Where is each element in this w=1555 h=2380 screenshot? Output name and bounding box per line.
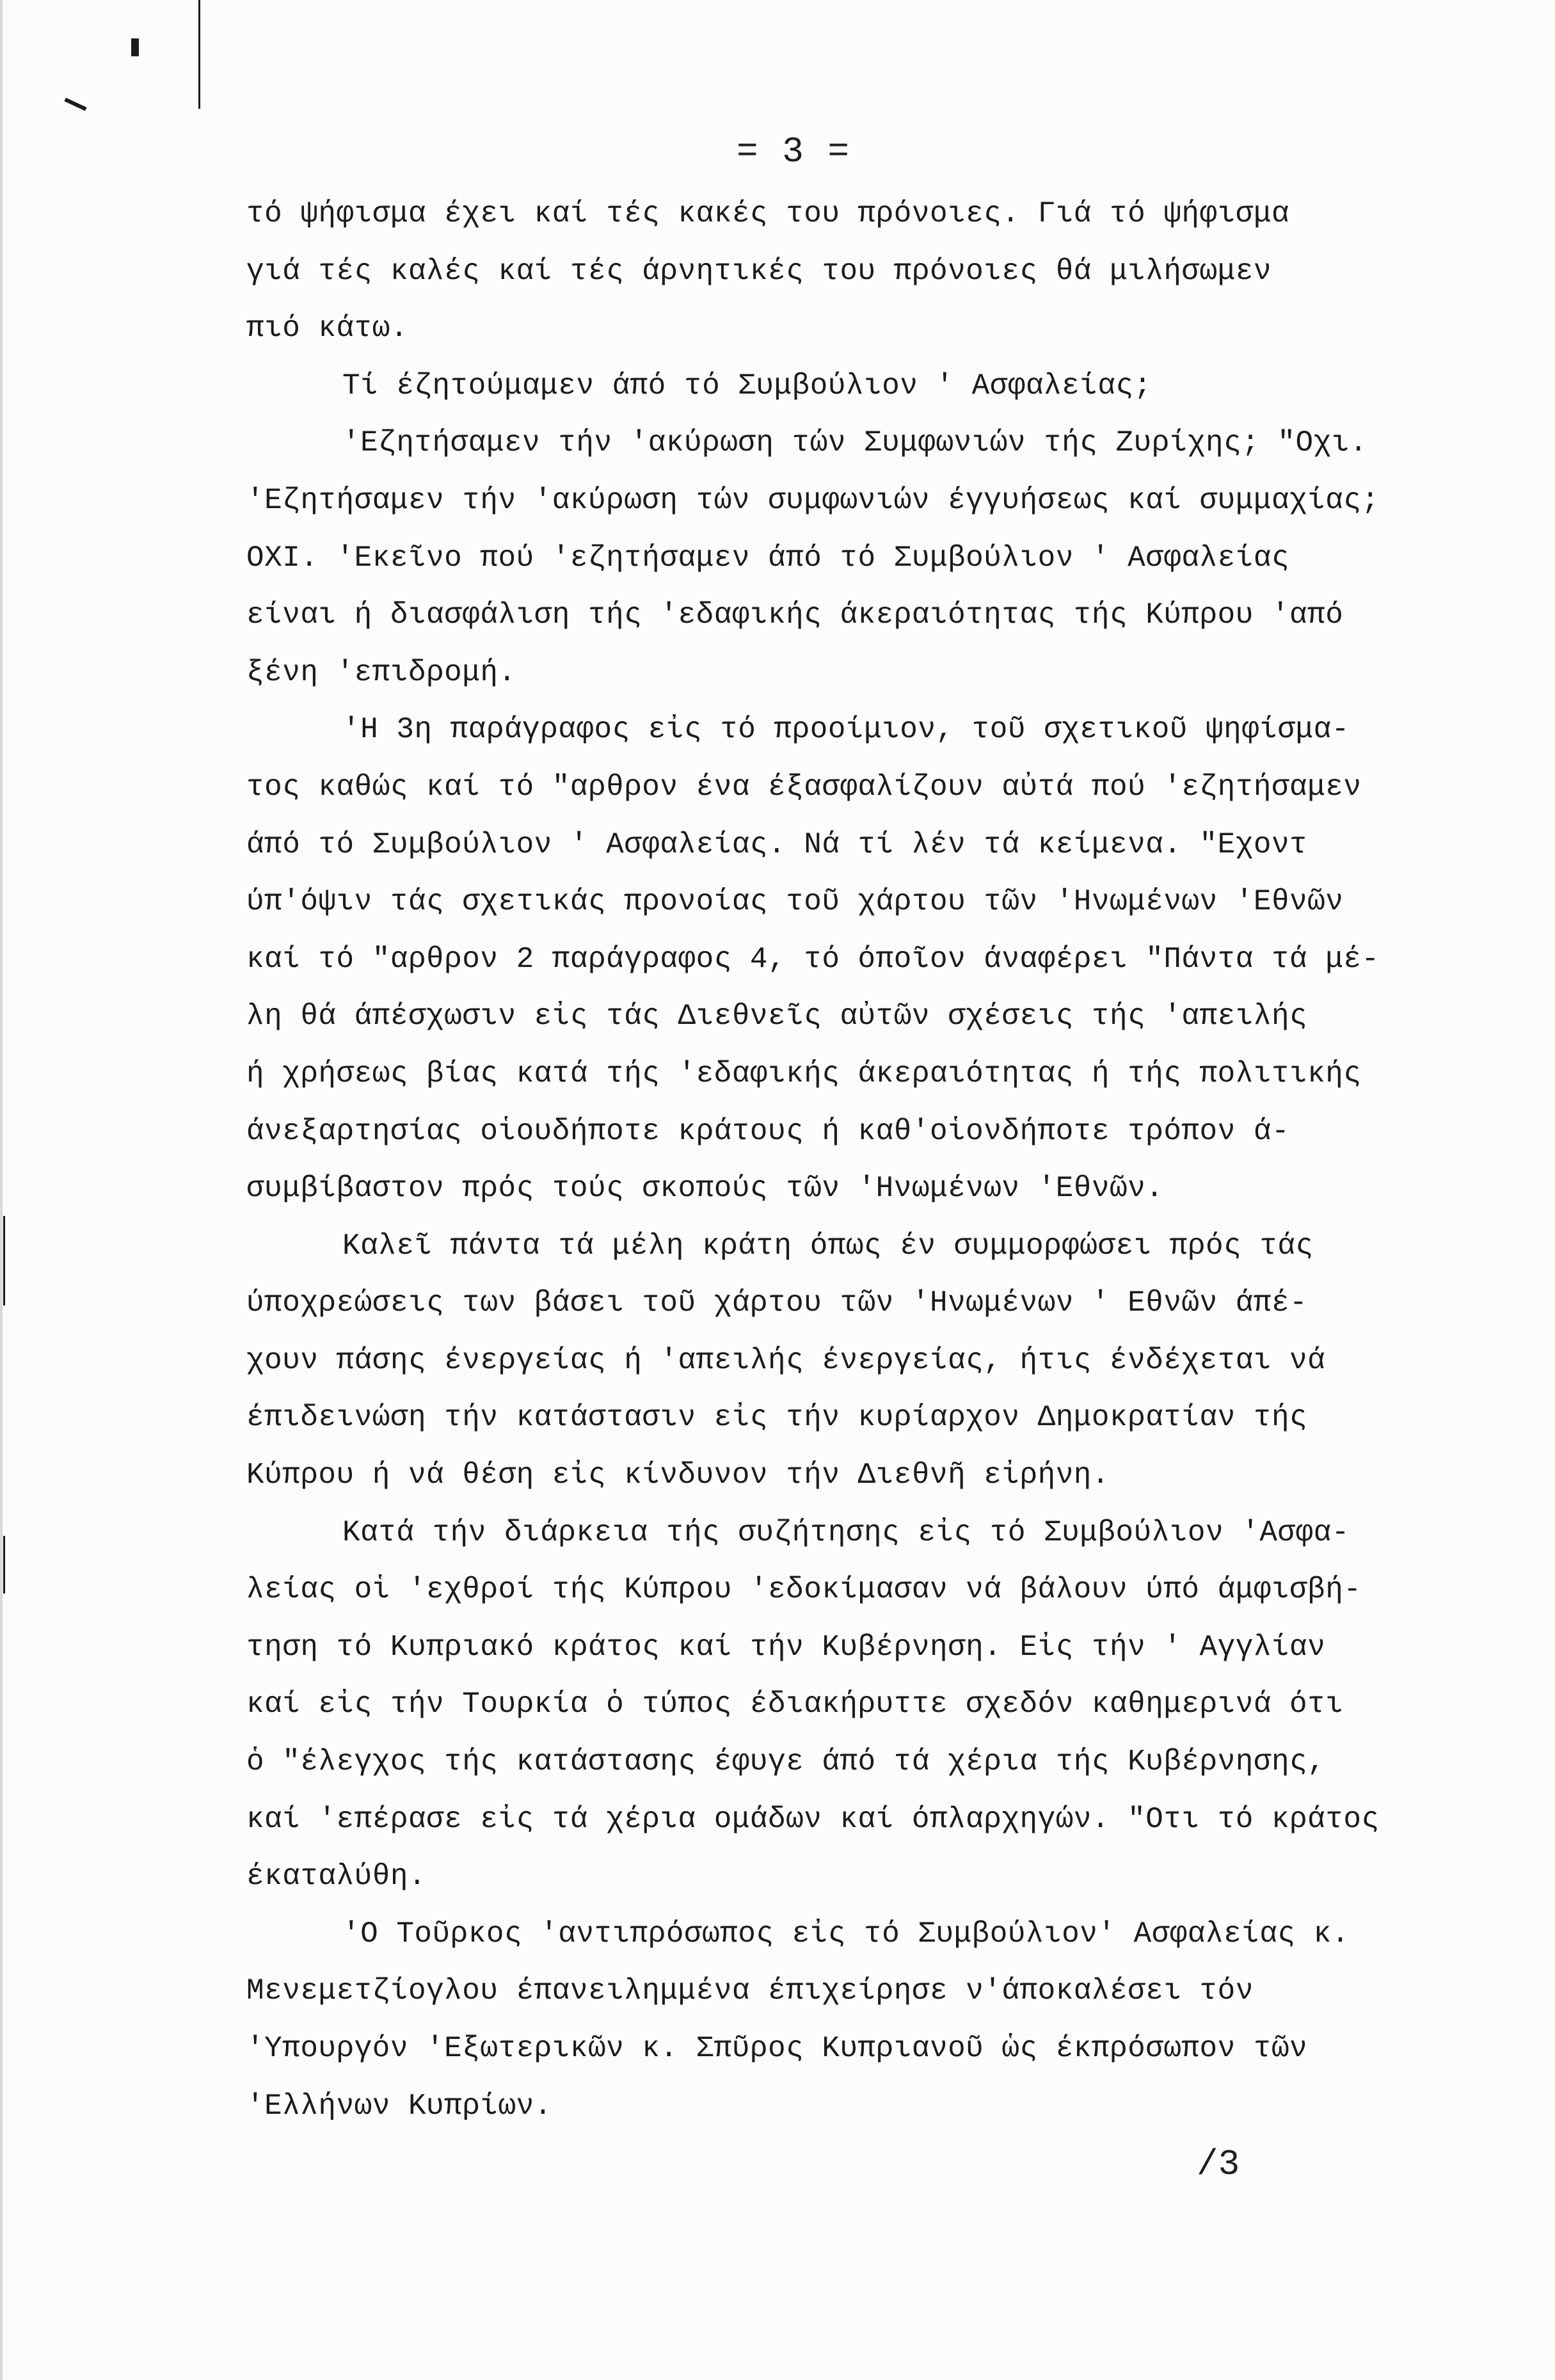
text-line: 'Ο Τοῦρκος 'αντιπρόσωπος εἰς τό Συμβούλιον' Ασφαλείας κ. bbox=[342, 1917, 1350, 1951]
text-line: καί τό "αρθρον 2 παράγραφος 4, τό όποῖον άναφέρει "Πάντα τά μέ- bbox=[246, 942, 1380, 976]
scan-edge-mark bbox=[0, 0, 3, 2380]
text-line: ΟΧΙ. 'Εκεῖνο πού 'εζητήσαμεν άπό τό Συμβούλιον ' Ασφαλείας bbox=[246, 541, 1290, 575]
text-line: τό ψήφισμα έχει καί τές κακές του πρόνοιες. Γιά τό ψήφισμα bbox=[246, 197, 1290, 230]
text-line: γιά τές καλές καί τές άρνητικές του πρόνοιες θά μιλήσωμεν bbox=[246, 254, 1272, 288]
continuation-page-ref: /3 bbox=[1197, 2144, 1240, 2185]
scan-edge-mark bbox=[3, 1216, 5, 1306]
text-line: λη θά άπέσχωσιν εἰς τάς Διεθνεῖς αὐτῶν σχέσεις τής 'απειλής bbox=[246, 1000, 1308, 1034]
text-line: άνεξαρτησίας οἱουδήποτε κράτους ή καθ'οἱονδήποτε τρόπον ά- bbox=[246, 1114, 1290, 1148]
scan-edge-mark bbox=[3, 1536, 5, 1593]
text-line: ξένη 'επιδρομή. bbox=[246, 655, 516, 689]
text-line: ή χρήσεως βίας κατά τής 'εδαφικής άκεραιότητας ή τής πολιτικής bbox=[246, 1057, 1362, 1090]
text-line: τος καθώς καί τό "αρθρον ένα έξασφαλίζουν αὐτά πού 'εζητήσαμεν bbox=[246, 770, 1362, 804]
text-line: 'Υπουργόν 'Εξωτερικῶν κ. Σπῦρος Κυπριανοῦ ὡς έκπρόσωπον τῶν bbox=[246, 2032, 1308, 2065]
text-line: Μενεμετζίογλου έπανειλημμένα έπιχείρησε ν'άποκαλέσει τόν bbox=[246, 1974, 1254, 2008]
text-line: έκαταλύθη. bbox=[246, 1860, 427, 1894]
text-line: Καλεῖ πάντα τά μέλη κράτη όπως έν συμμορφώσει πρός τάς bbox=[342, 1229, 1314, 1263]
text-line: καί 'επέρασε εἰς τά χέρια ομάδων καί όπλαρχηγών. "Οτι τό κράτος bbox=[246, 1802, 1380, 1836]
text-line: συμβίβαστον πρός τούς σκοπούς τῶν 'Ηνωμένων 'Εθνῶν. bbox=[246, 1172, 1164, 1206]
page-number: = 3 = bbox=[736, 131, 851, 172]
text-line: 'Η 3η παράγραφος εἰς τό προοίμιον, τοῦ σχετικοῦ ψηφίσμα- bbox=[342, 713, 1350, 747]
document-body bbox=[246, 186, 1465, 2135]
text-line: ύπ'όψιν τάς σχετικάς προνοίας τοῦ χάρτου τῶν 'Ηνωμένων 'Εθνῶν bbox=[246, 885, 1344, 919]
text-line: 'Ελλήνων Κυπρίων. bbox=[246, 2089, 552, 2123]
text-line: τηση τό Κυπριακό κράτος καί τήν Κυβέρνηση. Εἰς τήν ' Αγγλίαν bbox=[246, 1630, 1326, 1664]
text-line: ὁ "έλεγχος τής κατάστασης έφυγε άπό τά χέρια τής Κυβέρνησης, bbox=[246, 1745, 1326, 1779]
text-line: Κατά τήν διάρκεια τής συζήτησης εἰς τό Συμβούλιον 'Ασφα- bbox=[342, 1515, 1350, 1549]
text-line: έπιδεινώση τήν κατάστασιν εἰς τήν κυρίαρχον Δημοκρατίαν τής bbox=[246, 1401, 1308, 1435]
text-line: ύποχρεώσεις των βάσει τοῦ χάρτου τῶν 'Ηνωμένων ' Εθνῶν άπέ- bbox=[246, 1286, 1308, 1320]
text-line: άπό τό Συμβούλιον ' Ασφαλείας. Νά τί λέν τά κείμενα. "Εχοντ bbox=[246, 827, 1308, 861]
text-line: 'Εζητήσαμεν τήν 'ακύρωση τών Συμφωνιών τής Ζυρίχης; "Οχι. bbox=[342, 426, 1368, 460]
text-line: Κύπρου ή νά θέση εἰς κίνδυνον τήν Διεθνῆ εἰρήνη. bbox=[246, 1458, 1110, 1492]
text-line: Τί έζητούμαμεν άπό τό Συμβούλιον ' Ασφαλείας; bbox=[342, 369, 1152, 403]
text-line: πιό κάτω. bbox=[246, 312, 408, 346]
scan-edge-mark bbox=[131, 38, 139, 56]
text-line: λείας οἱ 'εχθροί τής Κύπρου 'εδοκίμασαν νά βάλουν ύπό άμφισβή- bbox=[246, 1573, 1362, 1607]
scan-edge-mark bbox=[64, 98, 86, 111]
scan-edge-mark bbox=[198, 0, 200, 109]
text-line: 'Εζητήσαμεν τήν 'ακύρωση τών συμφωνιών έγγυήσεως καί συμμαχίας; bbox=[246, 483, 1380, 517]
text-line: είναι ή διασφάλιση τής 'εδαφικής άκεραιότητας τής Κύπρου 'από bbox=[246, 598, 1344, 632]
text-line: καί εἰς τήν Τουρκία ὁ τύπος έδιακήρυττε σχεδόν καθημερινά ότι bbox=[246, 1688, 1344, 1721]
text-line: χουν πάσης ένεργείας ή 'απειλής ένεργείας, ήτις ένδέχεται νά bbox=[246, 1343, 1326, 1377]
